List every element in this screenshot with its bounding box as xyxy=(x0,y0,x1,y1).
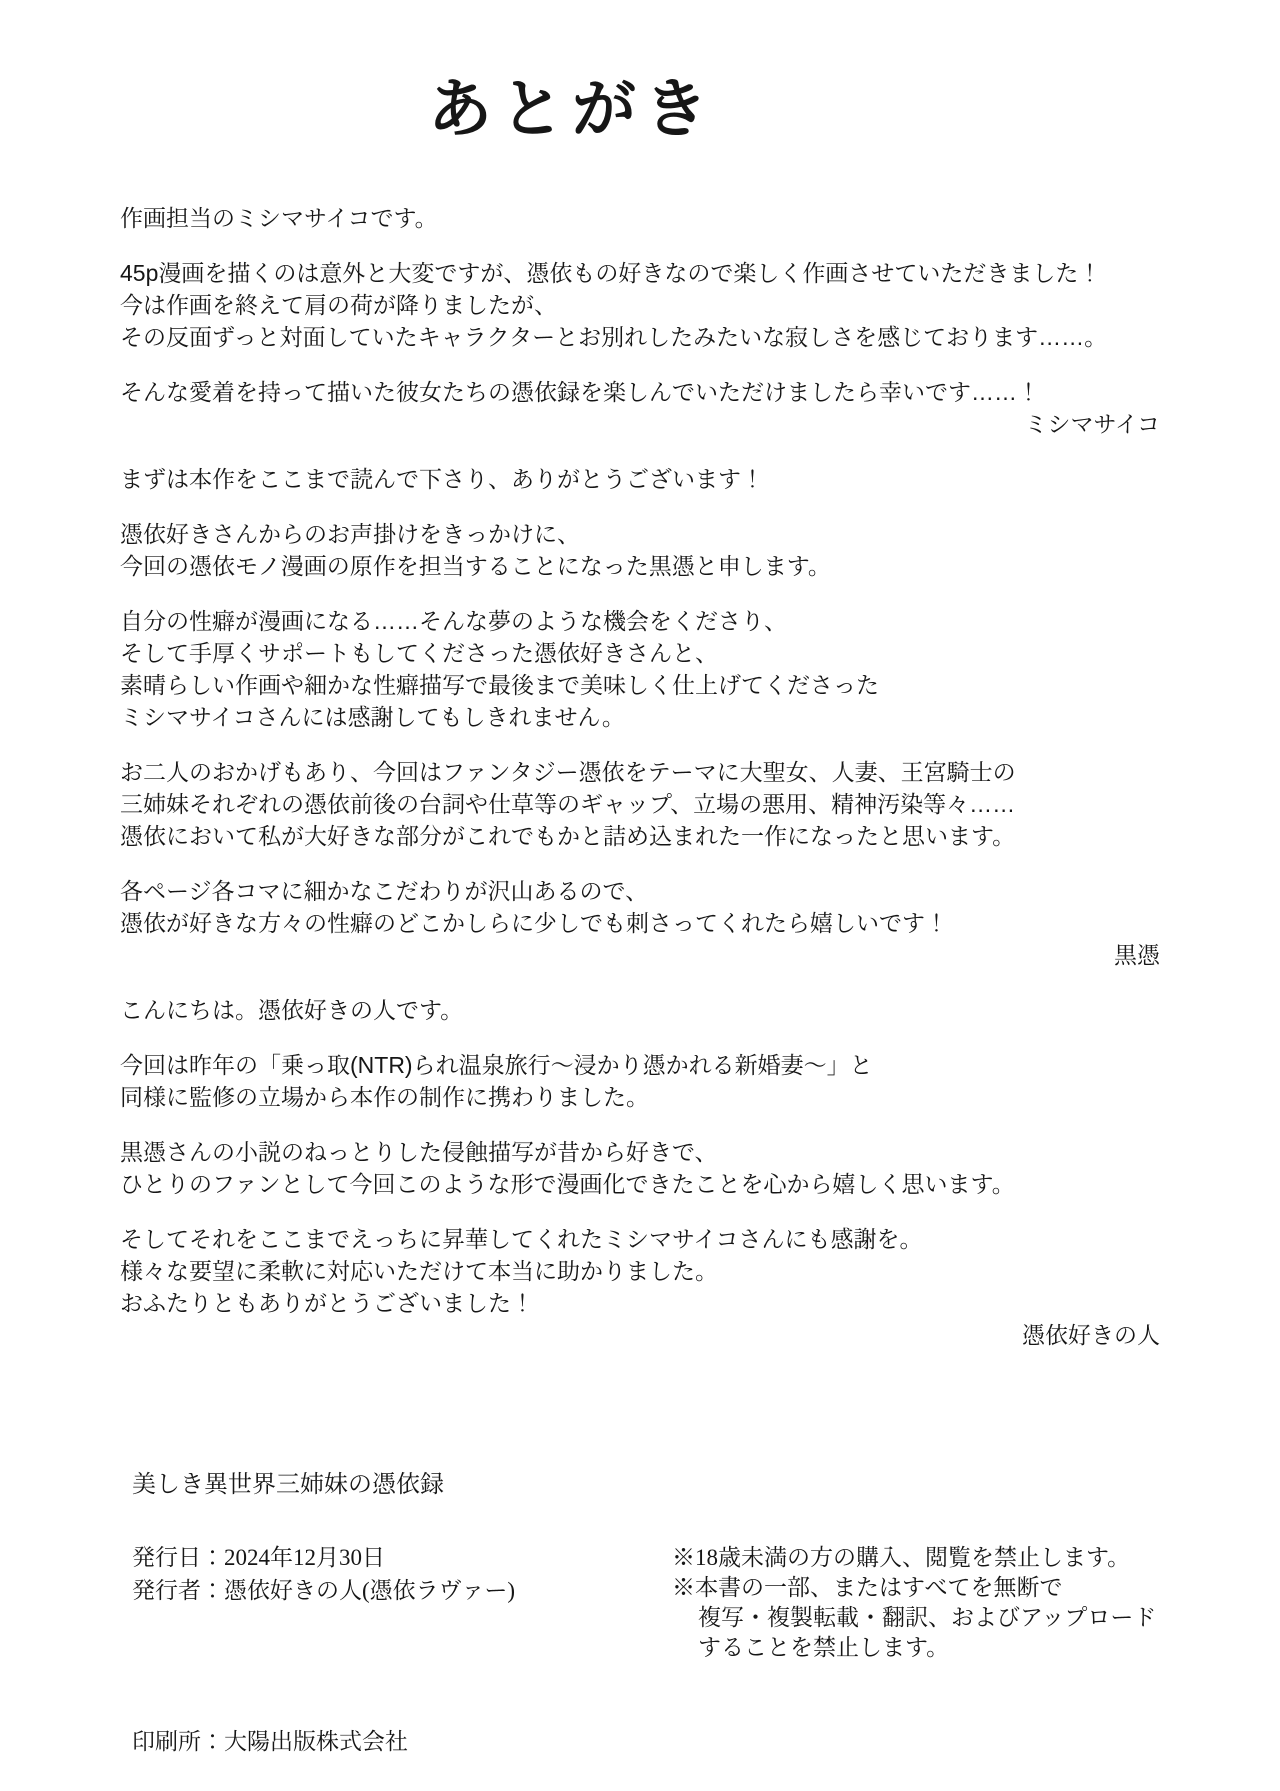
publish-info xyxy=(132,1541,672,1607)
printer-info: 印刷所：大陽出版株式会社 xyxy=(132,1729,408,1754)
signature-line: 黒憑 xyxy=(1114,942,1160,968)
colophon xyxy=(0,1469,1280,1758)
text-line xyxy=(120,1113,1160,1136)
text-line: 今回の憑依モノ漫画の原作を担当することになった黒憑と申します。 xyxy=(120,553,831,579)
signature-line: ミシマサイコ xyxy=(1024,411,1160,437)
text-line: 黒憑さんの小説のねっとりした侵蝕描写が昔から好きで、 xyxy=(120,1139,718,1165)
text-line: 様々な要望に柔軟に対応いただけて本当に助かりました。 xyxy=(120,1258,718,1284)
publisher: 発行者：憑依好きの人(憑依ラヴァー) xyxy=(132,1578,516,1603)
text-line xyxy=(120,440,1160,463)
text-line: 憑依において私が大好きな部分がこれでもかと詰め込まれた一作になったと思います。 xyxy=(120,823,1016,849)
book-title: 美しき異世界三姉妹の憑依録 xyxy=(132,1472,444,1498)
text-line xyxy=(120,234,1160,257)
text-line: 三姉妹それぞれの憑依前後の台詞や仕草等のギャップ、立場の悪用、精神汚染等々…… xyxy=(120,791,1016,817)
text-line xyxy=(120,1200,1160,1223)
text-line: おふたりともありがとうございました！ xyxy=(120,1290,534,1316)
text-line: その反面ずっと対面していたキャラクターとお別れしたみたいな寂しさを感じております……。 xyxy=(120,324,1108,350)
text-line: そして手厚くサポートもしてくださった憑依好きさんと、 xyxy=(120,640,718,666)
notice-line: ※18歳未満の方の購入、閲覧を禁止します。 xyxy=(672,1545,1131,1570)
text-line: こんにちは。憑依好きの人です。 xyxy=(120,997,464,1023)
text-line: そんな愛着を持って描いた彼女たちの憑依録を楽しんでいただけましたら幸いです……！ xyxy=(120,379,1040,405)
afterword-body xyxy=(0,202,1280,1351)
notice-line: ※本書の一部、またはすべてを無断で xyxy=(672,1575,1063,1600)
text-line xyxy=(120,582,1160,605)
signature-line: 憑依好きの人 xyxy=(1022,1322,1160,1348)
text-line xyxy=(120,852,1160,875)
text-line: 各ページ各コマに細かなこだわりが沢山あるので、 xyxy=(120,878,649,904)
colophon-row xyxy=(132,1541,1180,1663)
text-line: そしてそれをここまでえっちに昇華してくれたミシマサイコさんにも感謝を。 xyxy=(120,1226,923,1252)
text-line: 今は作画を終えて肩の荷が降りましたが、 xyxy=(120,292,557,318)
text-line xyxy=(120,353,1160,376)
text-line: お二人のおかげもあり、今回はファンタジー憑依をテーマに大聖女、人妻、王宮騎士の xyxy=(120,759,1016,785)
text-line: 憑依が好きな方々の性癖のどこかしらに少しでも刺さってくれたら嬉しいです！ xyxy=(120,910,948,936)
age-copyright-notice xyxy=(672,1541,1180,1663)
notice-line: 複写・複製転載・翻訳、およびアップロード xyxy=(698,1605,1157,1630)
text-line: 今回は昨年の「乗っ取(NTR)られ温泉旅行〜浸かり憑かれる新婚妻〜」と xyxy=(120,1052,873,1078)
text-line xyxy=(120,1026,1160,1049)
text-line xyxy=(120,971,1160,994)
text-line: ひとりのファンとして今回このような形で漫画化できたことを心から嬉しく思います。 xyxy=(120,1171,1015,1197)
text-line: 作画担当のミシマサイコです。 xyxy=(120,205,438,231)
text-line: まずは本作をここまで読んで下さり、ありがとうございます！ xyxy=(120,466,764,492)
text-line: 同様に監修の立場から本作の制作に携わりました。 xyxy=(120,1084,649,1110)
text-line xyxy=(120,733,1160,756)
text-line: 憑依好きさんからのお声掛けをきっかけに、 xyxy=(120,521,580,547)
text-line: 自分の性癖が漫画になる……そんな夢のような機会をくださり、 xyxy=(120,608,787,634)
text-line: ミシマサイコさんには感謝してもしきれません。 xyxy=(120,704,625,730)
text-line: 素晴らしい作画や細かな性癖描写で最後まで美味しく仕上げてくださった xyxy=(120,672,879,698)
page-title: あとがき xyxy=(428,74,716,145)
title-wrap xyxy=(0,58,1212,150)
text-line xyxy=(120,495,1160,518)
notice-line: することを禁止します。 xyxy=(698,1635,950,1660)
publish-date: 発行日：2024年12月30日 xyxy=(132,1545,385,1570)
text-line: 45p漫画を描くのは意外と大変ですが、憑依もの好きなので楽しく作画させていただきました！ xyxy=(120,260,1102,286)
